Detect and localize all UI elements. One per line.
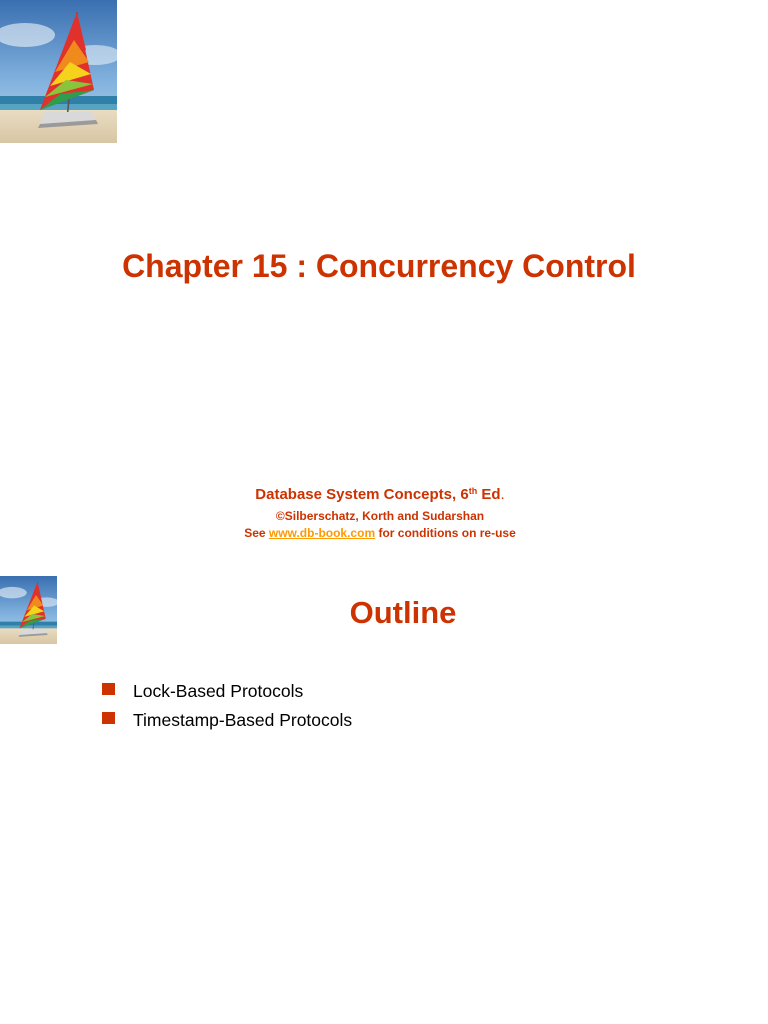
book-title-dot: . (500, 486, 505, 503)
sailboat-image (0, 0, 117, 143)
bullet-text: Timestamp-Based Protocols (133, 710, 353, 730)
book-title-end: Ed (477, 486, 501, 503)
outline-title: Outline (349, 595, 457, 630)
edition-superscript: th (468, 486, 478, 496)
reuse-notice (0, 525, 760, 541)
square-bullet-icon (102, 712, 115, 724)
reuse-prefix: See (244, 526, 269, 540)
book-title-main: Database System Concepts, 6 (255, 486, 469, 503)
reuse-suffix: for conditions on re-use (375, 526, 516, 540)
chapter-title: Chapter 15 : Concurrency Control (122, 248, 636, 284)
book-title (0, 484, 760, 506)
square-bullet-icon (102, 683, 115, 695)
db-book-link[interactable]: www.db-book.com (268, 526, 376, 540)
book-info (0, 484, 760, 541)
sailboat-image (0, 576, 57, 644)
book-authors: ©Silberschatz, Korth and Sudarshan (275, 509, 485, 523)
bullet-text: Lock-Based Protocols (133, 681, 304, 701)
